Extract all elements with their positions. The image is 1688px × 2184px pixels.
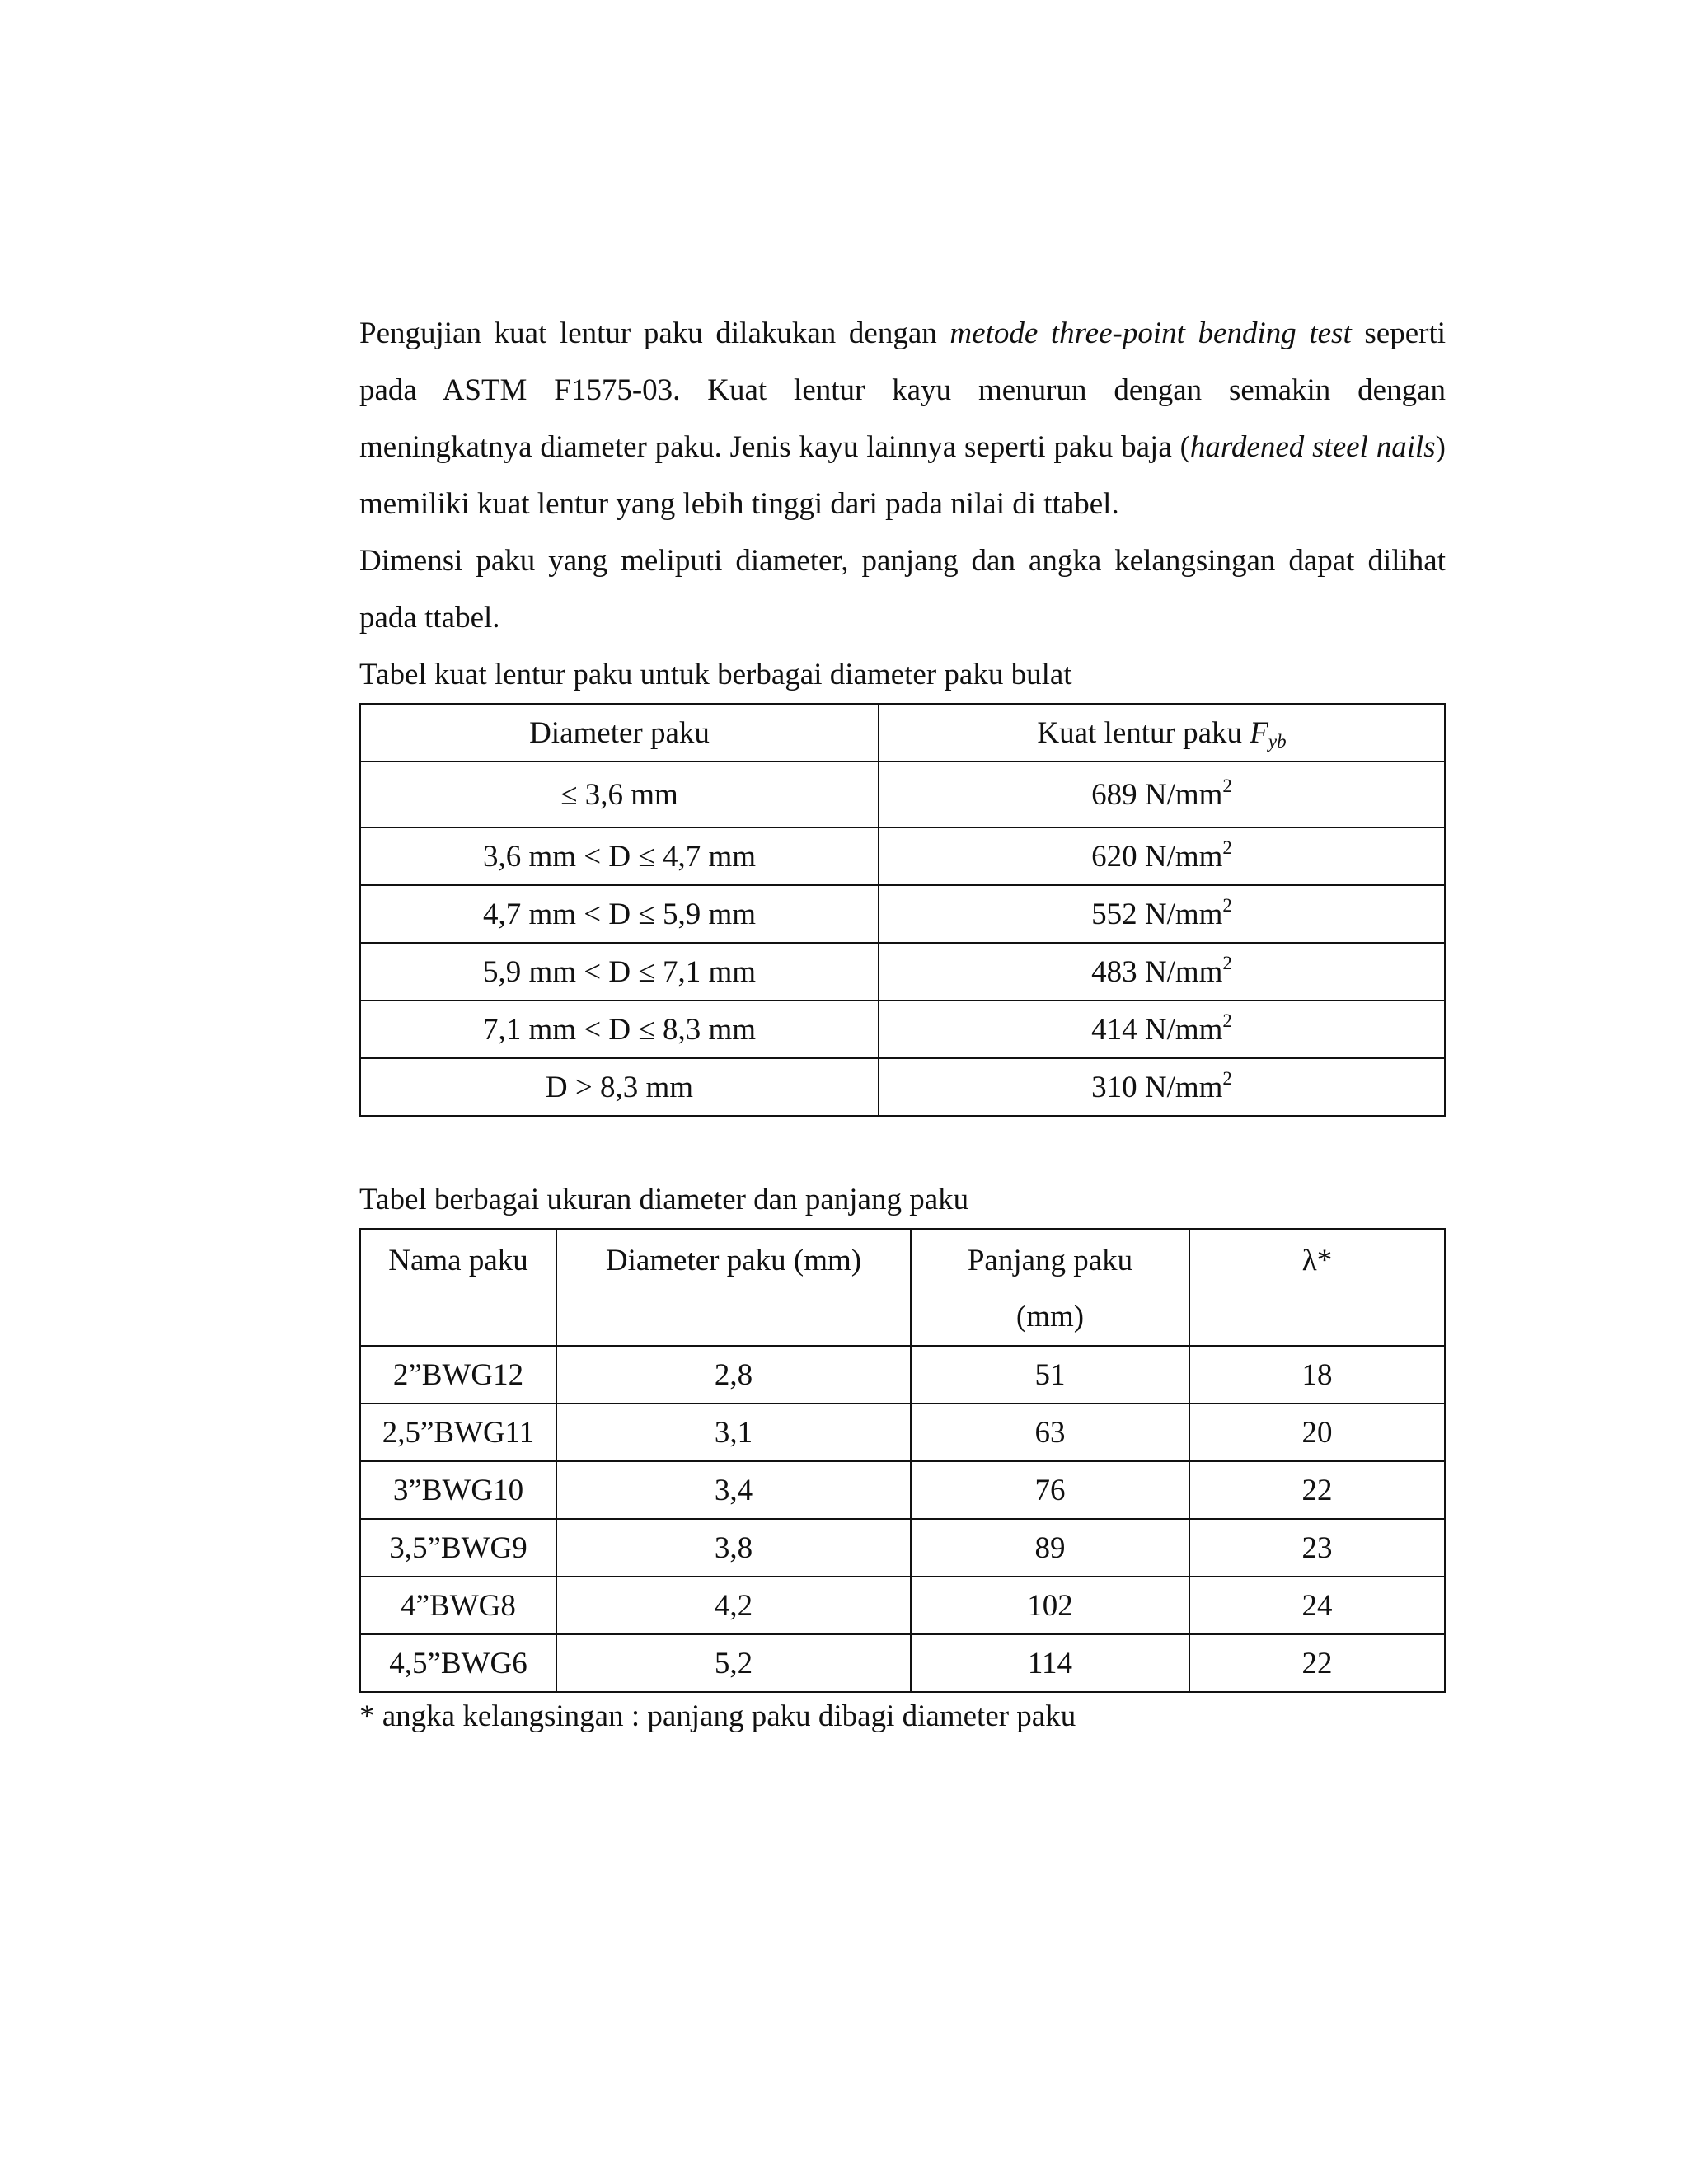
table-row: [360, 1577, 1445, 1634]
cell-nail-name: 2,5”BWG11: [360, 1404, 556, 1461]
table-row: [360, 827, 1445, 885]
paragraph-text: ) memiliki kuat lentur yang lebih tinggi dari pada nilai di ttabel.: [359, 430, 1446, 521]
cell-nail-name: 3”BWG10: [360, 1461, 556, 1519]
cell-diameter: 4,7 mm < D ≤ 5,9 mm: [360, 885, 879, 943]
paragraph-bending-test: [359, 305, 1446, 532]
header-length: [911, 1229, 1189, 1346]
strength-value: 310 N/mm: [1091, 1070, 1223, 1104]
cell-diameter: 4,2: [556, 1577, 911, 1634]
cell-nail-name: 4,5”BWG6: [360, 1634, 556, 1692]
table-row: [360, 885, 1445, 943]
header-bending-strength: [879, 704, 1445, 762]
cell-length: 89: [911, 1519, 1189, 1577]
cell-nail-name: 3,5”BWG9: [360, 1519, 556, 1577]
cell-lambda: 22: [1189, 1634, 1445, 1692]
cell-diameter: 3,1: [556, 1404, 911, 1461]
cell-length: 51: [911, 1346, 1189, 1404]
table-row: [360, 1634, 1445, 1692]
header-diameter: Diameter paku: [360, 704, 879, 762]
cell-strength: [879, 762, 1445, 827]
table-header-row: [360, 1229, 1445, 1346]
cell-length: 114: [911, 1634, 1189, 1692]
cell-lambda: 22: [1189, 1461, 1445, 1519]
bending-strength-table: [359, 703, 1446, 1117]
unit-exponent: 2: [1222, 952, 1232, 973]
header-length-line2: (mm): [1015, 1300, 1085, 1333]
italic-method-term: metode three-point bending test: [950, 316, 1352, 350]
strength-value: 689 N/mm: [1091, 777, 1223, 812]
cell-diameter: 5,9 mm < D ≤ 7,1 mm: [360, 943, 879, 1001]
unit-exponent: 2: [1222, 1067, 1232, 1089]
italic-nail-term: hardened steel nails: [1189, 430, 1436, 464]
header-length-line1: Panjang paku: [967, 1244, 1133, 1277]
subscript-yb: yb: [1268, 730, 1287, 752]
table-header-row: [360, 704, 1445, 762]
cell-diameter: ≤ 3,6 mm: [360, 762, 879, 827]
unit-exponent: 2: [1222, 894, 1232, 916]
header-text: Kuat lentur paku: [1037, 715, 1250, 750]
cell-lambda: 23: [1189, 1519, 1445, 1577]
cell-length: 102: [911, 1577, 1189, 1634]
symbol-f: F: [1250, 715, 1268, 750]
cell-lambda: 18: [1189, 1346, 1445, 1404]
paragraph-text: seperti pada ASTM F1575-03. Kuat lentur kayu menurun dengan semakin dengan meningkatnya diameter paku. Jenis kayu lainnya seperti paku baja (: [359, 316, 1446, 464]
strength-value: 620 N/mm: [1091, 839, 1223, 874]
unit-exponent: 2: [1222, 837, 1232, 858]
header-nail-name: Nama paku: [360, 1229, 556, 1346]
cell-strength: [879, 1001, 1445, 1058]
cell-length: 76: [911, 1461, 1189, 1519]
table2-caption: Tabel berbagai ukuran diameter dan panjang paku: [359, 1183, 969, 1216]
table-row: [360, 1461, 1445, 1519]
paragraph-text: Pengujian kuat lentur paku dilakukan dengan: [359, 316, 950, 350]
cell-length: 63: [911, 1404, 1189, 1461]
cell-strength: [879, 885, 1445, 943]
cell-lambda: 24: [1189, 1577, 1445, 1634]
unit-exponent: 2: [1222, 775, 1232, 796]
nail-size-table: [359, 1228, 1446, 1693]
table-row: [360, 1519, 1445, 1577]
strength-value: 414 N/mm: [1091, 1012, 1223, 1047]
cell-diameter: 3,8: [556, 1519, 911, 1577]
cell-strength: [879, 1058, 1445, 1116]
unit-exponent: 2: [1222, 1010, 1232, 1031]
table1-caption: Tabel kuat lentur paku untuk berbagai diameter paku bulat: [359, 658, 1072, 691]
table-footnote: * angka kelangsingan : panjang paku dibagi diameter paku: [359, 1699, 1076, 1733]
table-row: [360, 1404, 1445, 1461]
cell-nail-name: 4”BWG8: [360, 1577, 556, 1634]
cell-diameter: D > 8,3 mm: [360, 1058, 879, 1116]
table-row: [360, 1058, 1445, 1116]
table-row: [360, 1346, 1445, 1404]
header-lambda: λ*: [1189, 1229, 1445, 1346]
table-row: [360, 762, 1445, 827]
cell-strength: [879, 943, 1445, 1001]
spacer: [359, 1117, 1446, 1171]
cell-diameter: 3,6 mm < D ≤ 4,7 mm: [360, 827, 879, 885]
strength-value: 483 N/mm: [1091, 954, 1223, 989]
cell-strength: [879, 827, 1445, 885]
cell-lambda: 20: [1189, 1404, 1445, 1461]
table-row: [360, 1001, 1445, 1058]
page-content: [359, 305, 1446, 1741]
cell-diameter: 7,1 mm < D ≤ 8,3 mm: [360, 1001, 879, 1058]
table-row: [360, 943, 1445, 1001]
paragraph-dimensions: Dimensi paku yang meliputi diameter, panjang dan angka kelangsingan dapat dilihat pada ttabel.: [359, 544, 1446, 635]
cell-diameter: 3,4: [556, 1461, 911, 1519]
strength-value: 552 N/mm: [1091, 897, 1223, 931]
header-diameter-mm: Diameter paku (mm): [556, 1229, 911, 1346]
cell-diameter: 2,8: [556, 1346, 911, 1404]
cell-diameter: 5,2: [556, 1634, 911, 1692]
cell-nail-name: 2”BWG12: [360, 1346, 556, 1404]
